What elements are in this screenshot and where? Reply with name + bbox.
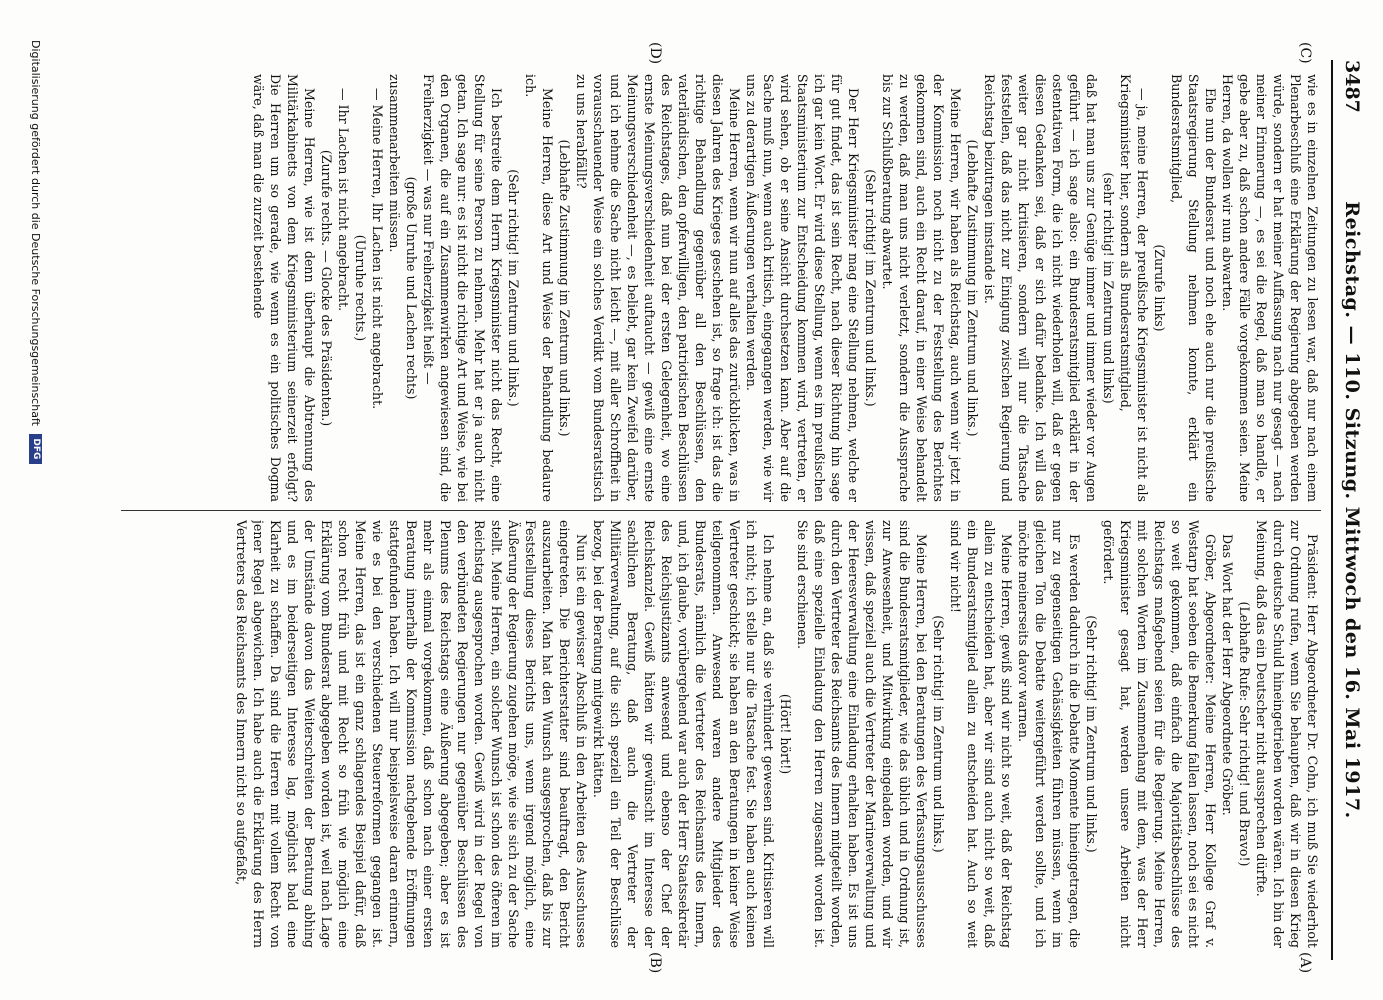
interjection: (Lebhafte Rufe: Sehr richtig! und Bravo!) <box>1237 601 1252 867</box>
dfg-logo: DFG <box>29 434 42 464</box>
paragraph: Präsident: Herr Abgeordneter Dr. Cohn, ich muß Sie wiederholt zur Ordnung rufen, wenn Sie behaupten, daß wir in diesen Krieg durch deutsche Schuld hineingetrieben worden wären. Ich bin der Meinung, daß das ein Deutscher nicht aussprechen dürfte. <box>1254 520 1320 948</box>
running-title: Reichstag. — 110. Sitzung. Mittwoch den 16. Mai 1917. <box>1341 201 1363 819</box>
interjection: (Sehr richtig! im Zentrum und links.) <box>863 169 878 407</box>
paragraph: Das Wort hat der Herr Abgeordnete Gröber. <box>1220 534 1235 816</box>
paragraph: wie es in einzelnen Zeitungen zu lesen war, daß nur nach einem Plenarbeschluß eine Erklärung der Regierung abgegeben werden würde, sondern er hat meiner Auffassung nach nur gesagt — nach meiner Erinnerung —, es sei die Regel, daß man so handle, er gebe aber zu, daß schon andere Fälle vorgekommen seien. Meine Herren, da wollen wir nun abwarten. <box>1220 74 1320 502</box>
paragraph: Meine Herren, wenn wir nun auf alles das zurückblicken, was in diesen Jahren des Krieges geschehen ist, so frage ich: ist das die richtige Behandlung gegenüber all den Beschlüssen, den vaterländischen, den opferwilligen, den patriotischen Beschlüssen des Reichstages, daß nun bei der ersten Gelegenheit, wo eine ernste Meinungsverschiedenheit auftaucht — gewiß eine ernste Meinungsverschiedenheit —, es beliebt, gar kein Zweifel darüber, und ich nehme die Sache nicht leicht —, mit aller Schroffheit in vorausschauender Weise ein solches Verdikt vom Bundesratstisch zu uns herabfällt? <box>574 74 742 502</box>
paragraph: Ich bestreite dem Herrn Kriegsminister nicht das Recht, eine Stellung für seine Person zu nehmen. Mehr hat er ja auch nicht getan. Ich sage nur: es ist nicht die richtige Art und Weise, wie bei den Organen, die auf ein Zusammenwirken angewiesen sind, die Freiherzigkeit — was nur Freiherzigkeit heißt — <box>421 74 504 502</box>
paragraph: daß hat man uns zur Genüge immer und immer wieder vor Augen geführt — ich sage also: ein Bundesratsmitglied erklärt in der ostentativen Form, die ich nicht wiederholen will, daß er gegen diesen Gedanken sei, daß er sich dafür bedanke. Ich will das weiter gar nicht kritisieren, sondern will nur die Tatsache feststellen, daß das nicht zur Einigung zwischen Regierung und Reichstag beizutragen imstande ist. <box>982 74 1099 502</box>
paragraph: Ich nehme an, daß sie verhindert gewesen sind. Kritisieren will ich nicht; ich stelle nur die Tatsache fest. Sie haben auch keinen Vertreter geschickt; sie haben an den Beratungen in keiner Weise teilgenommen. Anwesend waren andere Mitglieder des Bundesrats, nämlich die Vertreter des Reichsamts des Innern, und, ich glaube, vorübergehend war auch der Herr Staatssekretär des Reichsjustizamts anwesend und ebenso der Chef der Reichskanzlei. Gewiß hätten wir gewünscht im Interesse der sachlichen Beratung, daß auch die Vertreter der Militärverwaltung, auf die sich speziell ein Teil der Beschlüsse bezog, bei der Beratung mitgewirkt hätten. <box>591 520 776 948</box>
interjection: (Zurufe rechts. — Glocke des Präsidenten.) <box>319 149 334 427</box>
interjection: (Sehr richtig! im Zentrum und links.) <box>931 615 946 853</box>
paragraph: Nun ist ein gewisser Abschluß in den Arbeiten des Ausschusses eingetreten. Die Berichterstatter sind beauftragt, den Bericht auszuarbeiten. Man hat den Wunsch ausgesprochen, daß bis zur Feststellung dieses Berichts uns, wenn irgend möglich, eine Äußerung der Regierung zugehen möge, wie sie sich zu der Sache stellt. Meine Herren, ein solcher Wunsch ist schon des öfteren im Reichstag ausgesprochen worden. Gewiß wird in der Regel von den verbündeten Regierungen nur gegenüber Beschlüssen des Plenums des Reichstags eine Äußerung abgegeben; aber es ist mehr als einmal vorgekommen, daß schon nach einer ersten Beratung innerhalb der Kommission nachgebende Eröffnungen stattgefunden haben. Ich will nur beispielsweise daran erinnern, wie es bei den verschiedenen Steuerreformen gegangen ist. Meine Herren, das ist ein ganz schlagendes Beispiel dafür, daß schon recht früh und mit Recht so früh wie möglich eine Erklärung vom Bundesrat abgegeben worden ist, weil nach Lage der Umstände davon das Weiterschreiten der Beratung abhing und es im beiderseitigen Interesse lag, möglichst bald eine Klarheit zu schaffen. Da sind die Herren mit vollem Recht von jener Regel abgewichen. Ich habe auch die Erklärung des Herrn Vertreters des Reichsamts des Innern nicht so aufgefaßt, <box>234 520 589 948</box>
paragraph: Meine Herren, diese Art und Weise der Behandlung bedaure ich. <box>523 74 555 502</box>
paragraph: — Ihr Lachen ist nicht angebracht. <box>336 88 351 312</box>
interjection: (Unruhe rechts.) <box>353 234 368 342</box>
paragraph: Meine Herren, wie ist denn überhaupt die Abtrennung des Militärkabinetts von dem Kriegsministerium seinerzeit erfolgt? Die Herren um so gerade, wie wenn es ein politisches Dogma wäre, daß man die zurzeit bestehende <box>251 74 317 502</box>
digitization-credit <box>29 40 42 464</box>
paragraph: Ehe nun der Bundesrat und noch ehe auch nur die preußische Staatsregierung Stellung nehmen konnte, erklärt ein Bundesratsmitglied, <box>1169 74 1218 502</box>
margin-letter-c: (C) <box>1297 42 1313 64</box>
credit-text: Digitalisierung gefördert durch die Deutsche Forschungsgemeinschaft <box>29 40 42 426</box>
text-column-right <box>121 520 1321 948</box>
page-number: 3487 <box>1341 60 1363 113</box>
paragraph: Meine Herren, gewiß sind wir nicht so weit, daß der Reichstag allein zu entscheiden hat, aber wir sind auch nicht so weit, daß ein Bundesratsmitglied allein zu entscheiden hat. Auch so weit sind wir nicht! <box>948 520 1014 948</box>
column-divider <box>121 510 1321 511</box>
interjection: (Hört! hört!) <box>778 693 793 775</box>
interjection: (sehr richtig! im Zentrum und links) <box>1101 172 1116 404</box>
interjection: (große Unruhe und Lachen rechts) <box>404 176 419 400</box>
margin-letter-a: (A) <box>1297 952 1313 974</box>
paragraph: — ja, meine Herren, der preußische Kriegsminister ist nicht als Kriegsminister hier, sondern als Bundesratsmitglied, <box>1118 74 1150 502</box>
paragraph: Meine Herren, wir haben als Reichstag, auch wenn wir jetzt in der Kommission noch nicht zu der Feststellung des Berichtes gekommen sind, auch ein Recht darauf, in einer Weise behandelt zu werden, daß man uns nicht verletzt, sondern die Aussprache bis zur Schlußberatung abwartet. <box>880 74 963 502</box>
interjection: (Zurufe links) <box>1152 244 1167 332</box>
interjection: (Sehr richtig! im Zentrum und links.) <box>506 169 521 407</box>
margin-letter-d: (D) <box>647 42 663 65</box>
page-header <box>1331 60 1375 960</box>
paragraph: — Meine Herren, Ihr Lachen ist nicht angebracht. <box>370 88 385 410</box>
paragraph: zusammenarbeiten müssen. <box>387 74 402 253</box>
paragraph: Der Herr Kriegsminister mag eine Stellung nehmen, welche er für gut findet, das ist sein Recht, nach dieser Richtung hin sage ich gar kein Wort. Er wird diese Stellung, wenn es im preußischen Staatsministerium zur Entscheidung kommen wird, vertreten, er wird sehen, ob er seine Ansicht durchsetzen kann. Aber auf die Sache muß nun, wenn auch kritisch, eingegangen werden, wie wir uns zu derartigen Äußerungen verhalten werden. <box>744 74 861 502</box>
interjection: (Lebhafte Zustimmung im Zentrum und links.) <box>557 139 572 437</box>
paragraph: Es werden dadurch in die Debatte Momente hineingetragen, die nur zu gegenseitigen Gehässigkeiten führen müssen, wenn im gleichen Ton die Debatte weitergeführt werden sollte, und ich möchte meinerseits davor warnen. <box>1016 520 1082 948</box>
margin-letter-b: (B) <box>647 952 663 974</box>
interjection: (Sehr richtig! im Zentrum und links.) <box>1084 615 1099 853</box>
text-column-left <box>121 74 1321 502</box>
interjection: (Lebhafte Zustimmung im Zentrum und links.) <box>965 139 980 437</box>
paragraph: Gröber, Abgeordneter: Meine Herren, Herr Kollege Graf v. Westarp hat soeben die Bemerkung fallen lassen, noch sei es nicht so weit gekommen, daß einfach die Majoritätsbeschlüsse des Reichstags maßgebend seien für die Regierung. Meine Herren, mit solchen Worten im Zusammenhang mit dem, was der Herr Kriegsminister gesagt hat, werden unsere Arbeiten nicht gefördert. <box>1101 520 1218 948</box>
paragraph: Meine Herren, bei den Beratungen des Verfassungsausschusses sind die Bundesratsmitglieder, wie das üblich und in Ordnung ist, zur Anwesenheit, und Mitwirkung eingeladen worden, und wir wissen, daß speziell auch die Vertreter der Marineverwaltung und der Heeresverwaltung eine Einladung erhalten haben. Es ist uns durch den Vertreter des Reichsamts des Innern mitgeteilt worden, daß eine spezielle Einladung den Herren zugesandt worden ist. Sie sind erschienen. <box>795 520 929 948</box>
